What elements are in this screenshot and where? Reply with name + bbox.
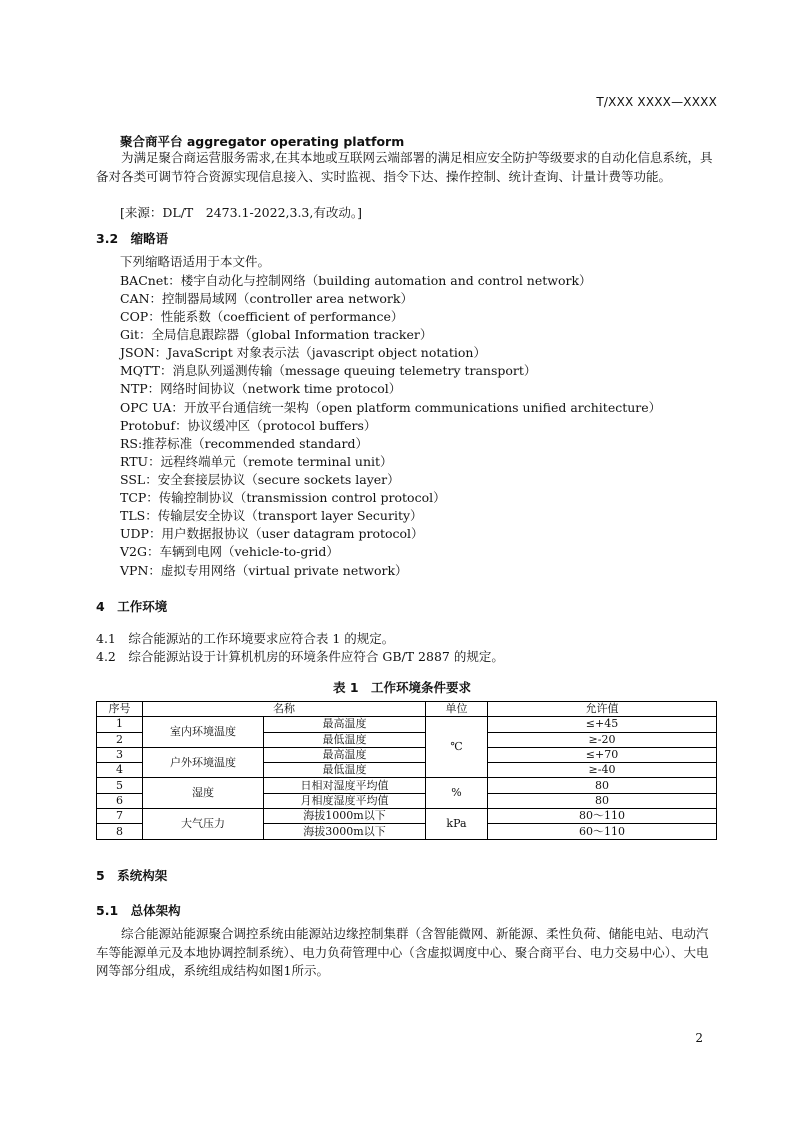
abbr-item: OPC UA：开放平台通信统一架构（open platform communications unified architecture） <box>120 400 662 415</box>
clause-4-1: 4.1 综合能源站的工作环境要求应符合表 1 的规定。 <box>96 631 395 646</box>
row-sub: 海拔1000m以下 <box>264 809 426 824</box>
row-value: 80～110 <box>488 809 717 824</box>
doc-code-header: T/XXX XXXX—XXXX <box>596 95 717 109</box>
term-title: 聚合商平台 aggregator operating platform <box>120 134 405 149</box>
row-seq: 2 <box>97 732 143 747</box>
row-seq: 3 <box>97 747 143 762</box>
row-value: ≥-20 <box>488 732 717 747</box>
abbr-item: V2G：车辆到电网（vehicle-to-grid） <box>120 544 339 559</box>
row-sub: 最高温度 <box>264 747 426 762</box>
abbr-item: Git：全局信息跟踪器（global Information tracker） <box>120 327 433 342</box>
row-value: 80 <box>488 778 717 793</box>
abbr-item: SSL：安全套接层协议（secure sockets layer） <box>120 472 400 487</box>
section-5-heading: 5 系统构架 <box>96 868 168 883</box>
abbr-item: MQTT：消息队列遥测传输（message queuing telemetry transport） <box>120 363 537 378</box>
unit-cell: ℃ <box>426 717 488 778</box>
row-sub: 月相度湿度平均值 <box>264 793 426 808</box>
group-name: 室内环境温度 <box>143 717 264 748</box>
abbr-item: JSON：JavaScript 对象表示法（javascript object notation） <box>120 345 486 360</box>
abbr-item: COP：性能系数（coefficient of performance） <box>120 309 404 324</box>
abbr-heading: 3.2 缩略语 <box>96 231 169 246</box>
row-value: 60～110 <box>488 824 717 839</box>
group-name: 大气压力 <box>143 809 264 840</box>
abbr-intro: 下列缩略语适用于本文件。 <box>120 254 271 269</box>
row-value: 80 <box>488 793 717 808</box>
table-header-row <box>97 702 717 717</box>
row-seq: 5 <box>97 778 143 793</box>
table-row <box>97 747 717 762</box>
abbr-item: NTP：网络时间协议（network time protocol） <box>120 381 402 396</box>
row-sub: 最低温度 <box>264 763 426 778</box>
abbr-item: Protobuf：协议缓冲区（protocol buffers） <box>120 418 377 433</box>
abbr-item: RS:推荐标准（recommended standard） <box>120 436 368 451</box>
row-sub: 最高温度 <box>264 717 426 732</box>
architecture-paragraph: 综合能源站能源聚合调控系统由能源站边缘控制集群（含智能微网、新能源、柔性负荷、储能电站、电动汽车等能源单元及本地协调控制系统）、电力负荷管理中心（含虚拟调度中心、聚合商平台、电力交易中心）、大电网等部分组成，系统组成结构如图1所示。 <box>96 926 709 978</box>
abbr-item: BACnet：楼宇自动化与控制网络（building automation and control network） <box>120 273 592 288</box>
row-value: ≤+70 <box>488 747 717 762</box>
table-row <box>97 809 717 824</box>
page-number: 2 <box>695 1031 703 1045</box>
row-seq: 1 <box>97 717 143 732</box>
abbr-item: VPN：虚拟专用网络（virtual private network） <box>120 563 408 578</box>
row-sub: 海拔3000m以下 <box>264 824 426 839</box>
row-seq: 4 <box>97 763 143 778</box>
row-value: ≥-40 <box>488 763 717 778</box>
table-caption: 表 1 工作环境条件要求 <box>333 680 472 695</box>
section-4-heading: 4 工作环境 <box>96 599 168 614</box>
row-sub: 最低温度 <box>264 732 426 747</box>
header-value: 允许值 <box>488 702 717 717</box>
row-value: ≤+45 <box>488 717 717 732</box>
abbr-item: RTU：远程终端单元（remote terminal unit） <box>120 454 393 469</box>
section-5-1-heading: 5.1 总体架构 <box>96 903 181 918</box>
abbr-item: TCP：传输控制协议（transmission control protocol） <box>120 490 446 505</box>
abbr-item: TLS：传输层安全协议（transport layer Security） <box>120 508 423 523</box>
row-seq: 7 <box>97 809 143 824</box>
row-seq: 8 <box>97 824 143 839</box>
row-sub: 日相对湿度平均值 <box>264 778 426 793</box>
unit-cell: % <box>426 778 488 809</box>
abbr-item: CAN：控制器局域网（controller area network） <box>120 291 413 306</box>
clause-4-2: 4.2 综合能源站设于计算机机房的环境条件应符合 GB/T 2887 的规定。 <box>96 649 504 664</box>
table-row <box>97 778 717 793</box>
term-definition: 为满足聚合商运营服务需求,在其本地或互联网云端部署的满足相应安全防护等级要求的自动化信息系统，具备对各类可调节符合资源实现信息接入、实时监视、指令下达、操作控制、统计查询、计量计费等功能。 <box>96 150 713 184</box>
header-name: 名称 <box>143 702 426 717</box>
term-source: [来源：DL/T 2473.1-2022,3.3,有改动。] <box>120 205 362 220</box>
table-row <box>97 717 717 732</box>
unit-cell: kPa <box>426 809 488 840</box>
group-name: 湿度 <box>143 778 264 809</box>
environment-table <box>96 701 717 840</box>
header-unit: 单位 <box>426 702 488 717</box>
group-name: 户外环境温度 <box>143 747 264 778</box>
abbr-item: UDP：用户数据报协议（user datagram protocol） <box>120 526 424 541</box>
header-seq: 序号 <box>97 702 143 717</box>
row-seq: 6 <box>97 793 143 808</box>
